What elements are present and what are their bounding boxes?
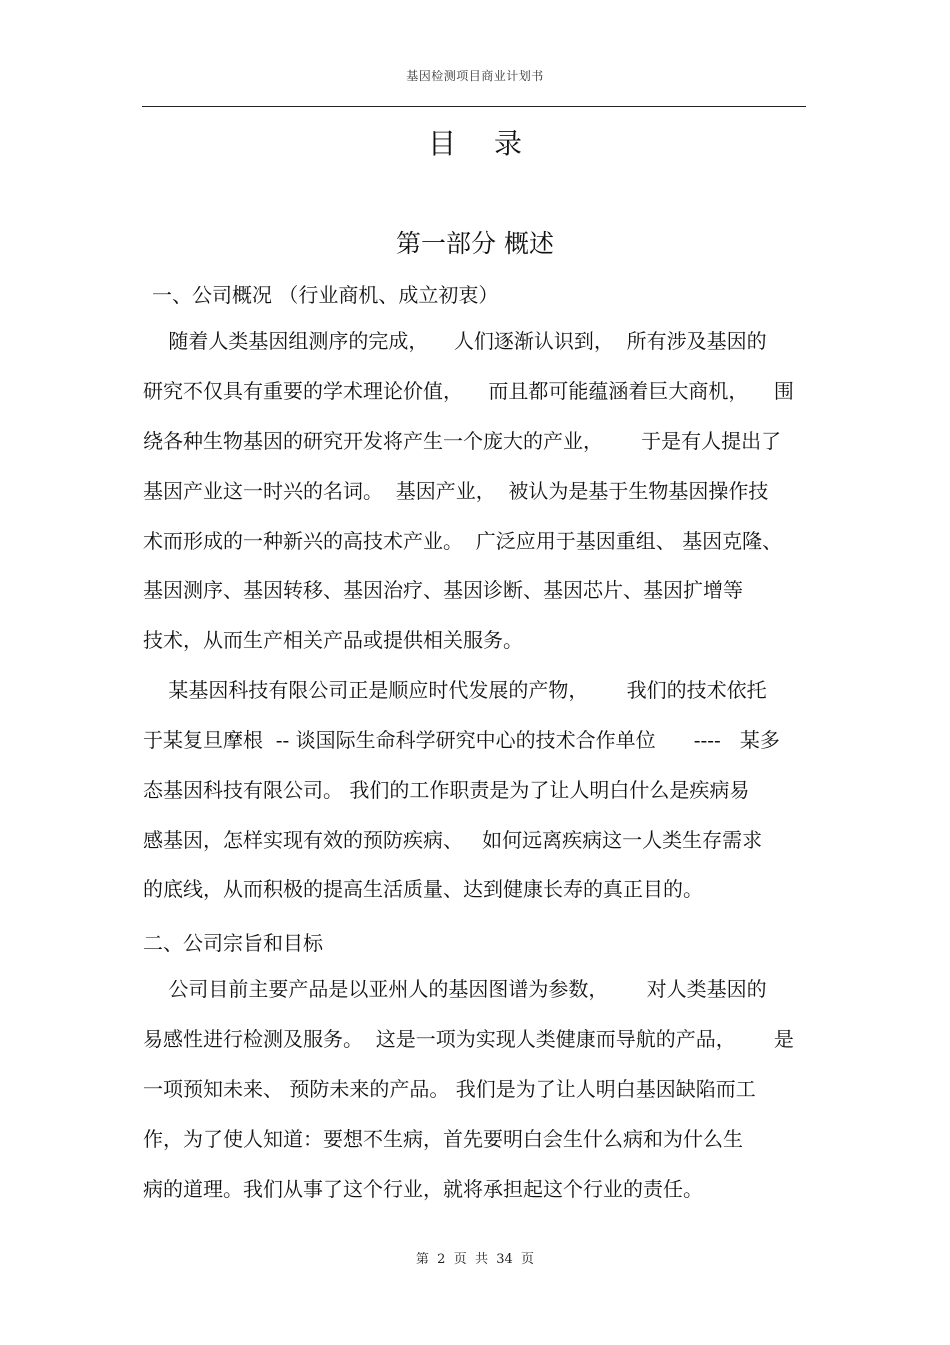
part-title: 第一部分 概述 [396, 229, 554, 258]
paragraph-line: 基因测序、基因转移、基因治疗、基因诊断、基因芯片、基因扩增等 [143, 578, 743, 602]
running-header: 基因检测项目商业计划书 [406, 69, 544, 83]
paragraph-line: 某基因科技有限公司正是顺应时代发展的产物， 我们的技术依托 [143, 678, 767, 702]
paragraph-line: 公司目前主要产品是以亚州人的基因图谱为参数， 对人类基因的 [143, 977, 767, 1001]
paragraph-line: 术而形成的一种新兴的高技术产业。 广泛应用于基因重组、 基因克隆、 [143, 529, 783, 553]
paragraph-line: 绕各种生物基因的研究开发将产生一个庞大的产业， 于是有人提出了 [143, 429, 782, 453]
paragraph-line: 病的道理。我们从事了这个行业，就将承担起这个行业的责任。 [143, 1177, 703, 1201]
paragraph-line: 于某复旦摩根 -- 谈国际生命科学研究中心的技术合作单位 ---- 某多 [143, 728, 780, 752]
paragraph-line: 感基因，怎样实现有效的预防疾病、 如何远离疾病这一人类生存需求 [143, 828, 763, 852]
paragraph-line: 易感性进行检测及服务。 这是一项为实现人类健康而导航的产品， 是 [143, 1027, 794, 1051]
paragraph-line: 技术，从而生产相关产品或提供相关服务。 [143, 628, 523, 652]
section-heading-company-mission: 二、公司宗旨和目标 [143, 931, 323, 955]
paragraph-line: 研究不仅具有重要的学术理论价值， 而且都可能蕴涵着巨大商机， 围 [143, 379, 794, 403]
toc-title: 目录 [427, 127, 560, 160]
paragraph-line: 随着人类基因组测序的完成， 人们逐渐认识到， 所有涉及基因的 [143, 329, 767, 353]
paragraph-line: 作，为了使人知道：要想不生病，首先要明白会生什么病和为什么生 [143, 1127, 743, 1151]
page-number: 第 2 页 共 34 页 [415, 1252, 535, 1267]
header-rule [142, 106, 806, 107]
paragraph-line: 基因产业这一时兴的名词。 基因产业， 被认为是基于生物基因操作技 [143, 479, 769, 503]
paragraph-line: 态基因科技有限公司。 我们的工作职责是为了让人明白什么是疾病易 [143, 778, 750, 802]
section-heading-company-overview: 一、公司概况 （行业商机、成立初衷） [152, 283, 499, 307]
paragraph-line: 的底线，从而积极的提高生活质量、达到健康长寿的真正目的。 [143, 877, 703, 901]
paragraph-line: 一项预知未来、 预防未来的产品。 我们是为了让人明白基因缺陷而工 [143, 1077, 756, 1101]
